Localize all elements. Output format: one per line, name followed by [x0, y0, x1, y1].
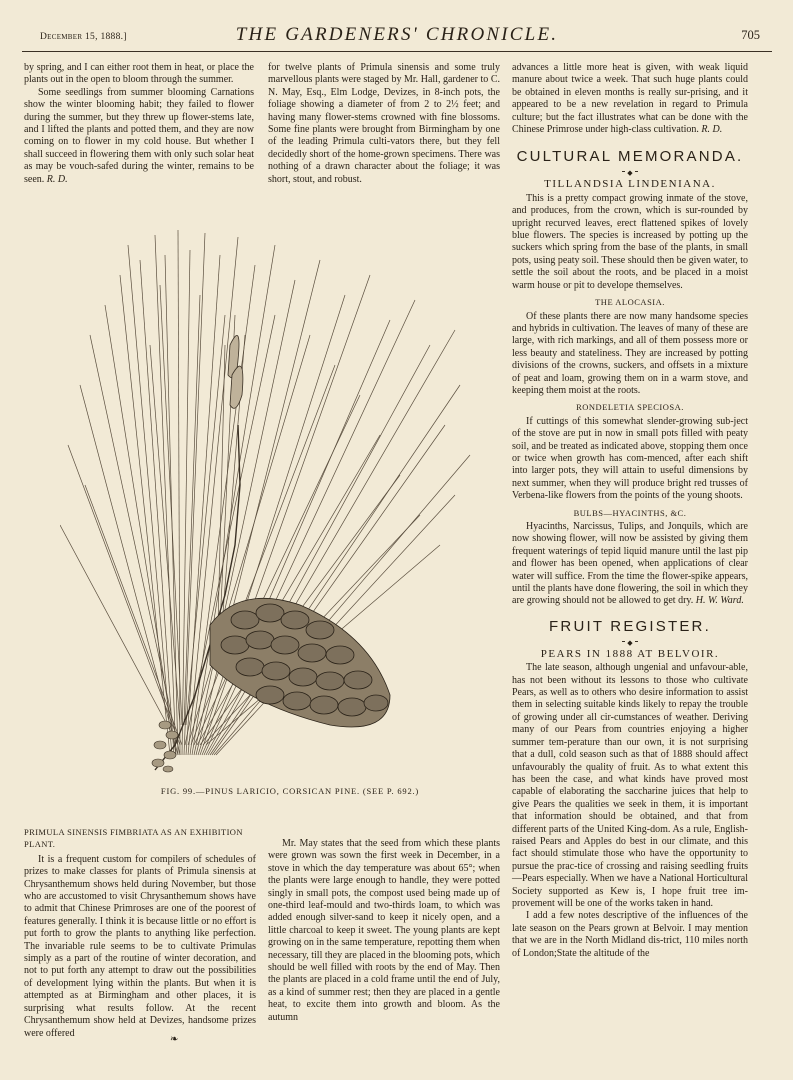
paragraph [24, 87, 254, 186]
paragraph: Mr. May states that the seed from which these plants were grown was sown the first week in December, in a stove in which the day temperature was about 65°; when the plants were large enough to handle, they were potted singly in small pots, the compost used being made up of one-third leaf-mould and two-thirds loam, to which was added enough silver-sand to keep it nicely open, and a little charcoal to keep it sweet. The young plants are kept growing on in the same temperature, repotting them when necessary, till they are placed in the blooming pots, which should be well filled with roots by the end of May. Then the plants are placed in a cold frame until the end of July, as a kind of summer rest; then they are placed in a gentle heat, to excite them into growth and bloom. As the autumn [268, 838, 500, 1023]
masthead-title: THE GARDENERS' CHRONICLE. [235, 24, 559, 45]
figure-caption: FIG. 99.—PINUS LARICIO, CORSICAN PINE. (SEE P. 692.) [160, 786, 420, 796]
subheading-rondeletia: RONDELETIA SPECIOSA. [576, 402, 684, 413]
paragraph: It is a frequent custom for compilers of schedules of prizes to make classes for plants of Primula sinensis at Chrysanthemum shows held during November, but those who are accustomed to visit Chrysanthemum shows have to admit that Chinese Primroses are one of the poorest of features generally. I think it is because little or no effort is put forth to grow the plants to anything like perfection. The invariable rule seems to be to cultivate Primulas simply as a part of the routine of winter decoration, and not to put forth any attempt to draw out the possibilities of development lying within the plants. But when it is attempted as at Birmingham and other places, it is surprising what results follow. At the recent Chrysanthemum show held at Devizes, handsome prizes were offered [24, 853, 256, 1039]
column-2-top [268, 62, 500, 186]
section-title-fruit-register: FRUIT REGISTER. [549, 617, 711, 635]
issue-date: December 15, 1888.] [40, 32, 127, 42]
ornament-divider: ◆ [512, 167, 748, 175]
page-number: 705 [741, 28, 760, 42]
printer-mark: ❧ [170, 1034, 179, 1045]
column-3 [512, 62, 748, 960]
column-1-top [24, 62, 254, 186]
column-2-bottom [268, 838, 500, 1024]
paragraph [512, 521, 748, 608]
section-title-cultural-memoranda: CULTURAL MEMORANDA. [516, 148, 744, 166]
paragraph-text: Hyacinths, Narcissus, Tulips, and Jonquils, which are now showing flower, will now be assisted by giving them frequent waterings of tepid liquid manure until the last pip and flower has been opened, when applications of clear water will suffice. From the time the flower-spike appears, until the plants have done flowering, the soil in which they are growing should not be allowed to get dry. [512, 521, 748, 607]
paragraph [512, 62, 748, 136]
paragraph: If cuttings of this somewhat slender-growing sub-ject of the stove are put in now in small pots filled with peaty soil, and be treated as indicated above, stopping them once or twice when growth has com-menced, after each shift into larger pots, they will attain to useful dimensions by next summer, when they will produce bright red trusses of Verbena-like flowers from the points of the young shoots. [512, 415, 748, 502]
section-heading: PRIMULA SINENSIS FIMBRIATA AS AN EXHIBITION PLANT. [24, 827, 243, 850]
signature: H. W. Ward. [695, 595, 744, 607]
subheading-tillandsia: TILLANDSIA LINDENIANA. [544, 178, 716, 191]
paragraph-text: advances a little more heat is given, with weak liquid manure about twice a week. That such huge plants could be obtained in eleven months is really sur-prising, and it appeared to be a new revelation in regard to Primula culture; but the fact illustrates what can be done with the Chinese Primrose under high-class cultivation. [512, 62, 748, 136]
pine-branch-drawing [60, 225, 500, 780]
column-1-bottom [24, 826, 256, 1040]
page-header [22, 26, 772, 48]
signature: R. D. [46, 173, 68, 185]
paragraph: by spring, and I can either root them in heat, or place the plants out in the open to bloom through the summer. [24, 62, 254, 86]
paragraph: This is a pretty compact growing inmate of the stove, and produces, from the crown, which is sur-rounded by upright recurved leaves, erect flattened spikes of lovely blue flowers. The species is increased by potting up the suckers which spring from the base of the plants, in small pots, using peaty soil. These should then be given water, to settle the soil about the roots, and be placed in a moist warm house or pit to develope themselves. [512, 192, 748, 291]
paragraph-text: Some seedlings from summer blooming Carnations show the winter blooming habit; they failed to flower during the summer, but they threw up flower-stems late, and I lifted the plants and potted them, and they are now coming on to flower in my cold house. But whether I shall succeed in flowering them with only such solar heat as may be vouch-safed during the winter, remains to be seen. [24, 86, 254, 185]
subheading-pears: PEARS IN 1888 AT BELVOIR. [540, 647, 720, 660]
subheading-alocasia: THE ALOCASIA. [595, 297, 665, 308]
signature: R. D. [701, 124, 723, 136]
paragraph: I add a few notes descriptive of the influences of the late season on the Pears grown at Belvoir. I may mention that we are in the North Midland dis-trict, 110 miles north of London;State the altitude of the [512, 910, 748, 959]
header-rule [22, 51, 772, 52]
pine-illustration [60, 225, 500, 780]
subheading-bulbs: BULBS—HYACINTHS, &C. [573, 507, 687, 518]
ornament-divider: ◆ [512, 637, 748, 645]
paragraph: for twelve plants of Primula sinensis and some truly marvellous plants were staged by Mr. Hall, gardener to C. N. May, Esq., Elm Lodge, Devizes, in 8-inch pots, the foliage showing a diameter of from 2 to 2½ feet; and having many flower-stems crowned with fine blossoms. Some fine plants were brought from Birmingham by one of the leading Primula culti-vators there, but they fell decidedly short of the home-grown specimens. There was nothing of a drawn character about the foliage; it was short, stout, and robust. [268, 62, 500, 185]
paragraph: The late season, although ungenial and unfavour-able, has not been without its lessons to those who cultivate Pears, as well as to others who desire information to assist them in selecting suitable kinds likely to repay the trouble of growing under all cir-cumstances of weather. Deriving many of our Pears from countries enjoying a higher summer tem-perature than our own, it is not surprising that a dull, cold season such as that of 1888 should affect unfavourably the quality of fruit. As to what extent this has been the case, and what kinds have proved most capable of elaborating the saccharine juices that help to give Pears the qualities we seek in them, it is important that information should be obtained, and that from different parts of the United King-dom. As a rule, English-raised Pears and Apples do best in our climate, and this fact should stimulate those who have the opportunity to pursue the prac-tice of crossing and raising seedling fruits—Pears especially. When we have a National Horticultural Society supported as Kew is, I hope fruit tree im-provement will be one of the works taken in hand. [512, 662, 748, 909]
paragraph: Of these plants there are now many handsome species and hybrids in cultivation. The leaves of many of these are large, with rich markings, and all of them possess more or less beauty and stateliness. They are increased by potting divisions of the crowns, suckers, and offsets in a mixture of peat and loam, growing them on in a warm stove, and keeping them moist at the roots. [512, 310, 748, 396]
